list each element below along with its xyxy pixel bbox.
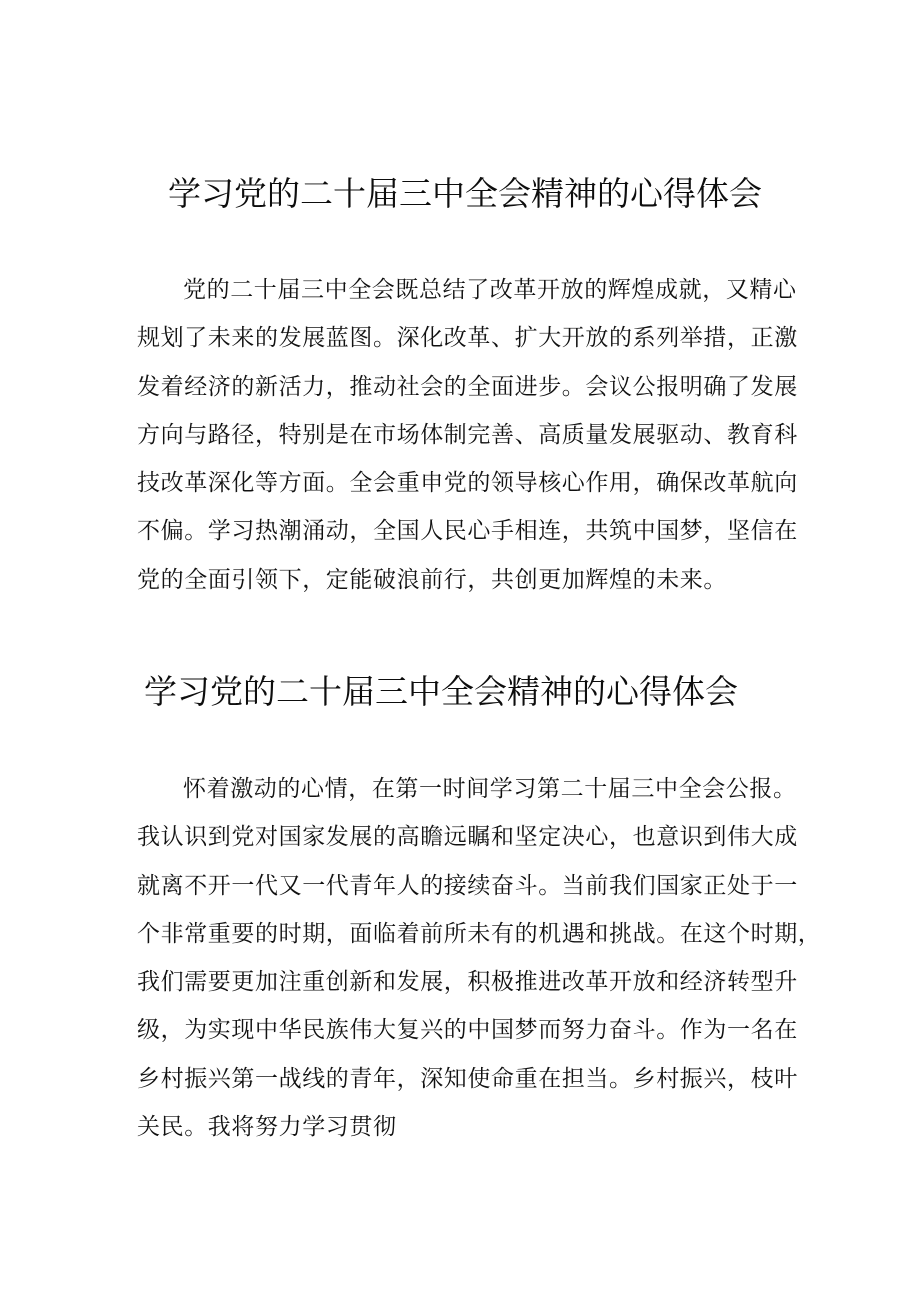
section-1-line-3: 发着经济的新活力，推动社会的全面进步。会议公报明确了发展 xyxy=(137,373,798,400)
section-1-line-1: 党的二十届三中全会既总结了改革开放的辉煌成就，又精心 xyxy=(183,277,797,303)
section-2-line-5: 我们需要更加注重创新和发展，积极推进改革开放和经济转型升 xyxy=(137,969,798,996)
section-2-line-4: 个非常重要的时期，面临着前所未有的机遇和挑战。在这个时期， xyxy=(137,920,822,947)
section-2-title: 学习党的二十届三中全会精神的心得体会 xyxy=(144,672,738,711)
section-1-line-5: 技改革深化等方面。全会重申党的领导核心作用，确保改革航向 xyxy=(137,470,798,497)
section-1-title: 学习党的二十届三中全会精神的心得体会 xyxy=(168,174,762,213)
section-1-line-7: 党的全面引领下，定能破浪前行，共创更加辉煌的未来。 xyxy=(137,566,727,593)
section-1-body xyxy=(137,266,797,604)
section-2-line-7: 乡村振兴第一战线的青年，深知使命重在担当。乡村振兴，枝叶 xyxy=(137,1065,798,1092)
section-1-line-4: 方向与路径，特别是在市场体制完善、高质量发展驱动、教育科 xyxy=(137,421,798,448)
section-1-line-6: 不偏。学习热潮涌动，全国人民心手相连，共筑中国梦，坚信在 xyxy=(137,518,798,545)
section-2-body xyxy=(137,765,822,1151)
section-2-line-2: 我认识到党对国家发展的高瞻远瞩和坚定决心，也意识到伟大成 xyxy=(137,824,798,851)
section-2-line-1: 怀着激动的心情，在第一时间学习第二十届三中全会公报。 xyxy=(183,776,797,802)
section-1-line-2: 规划了未来的发展蓝图。深化改革、扩大开放的系列举措，正激 xyxy=(137,325,798,352)
section-2-line-6: 级，为实现中华民族伟大复兴的中国梦而努力奋斗。作为一名在 xyxy=(137,1017,798,1044)
section-2-line-8: 关民。我将努力学习贯彻 xyxy=(137,1114,397,1141)
section-2-line-3: 就离不开一代又一代青年人的接续奋斗。当前我们国家正处于一 xyxy=(137,872,798,899)
